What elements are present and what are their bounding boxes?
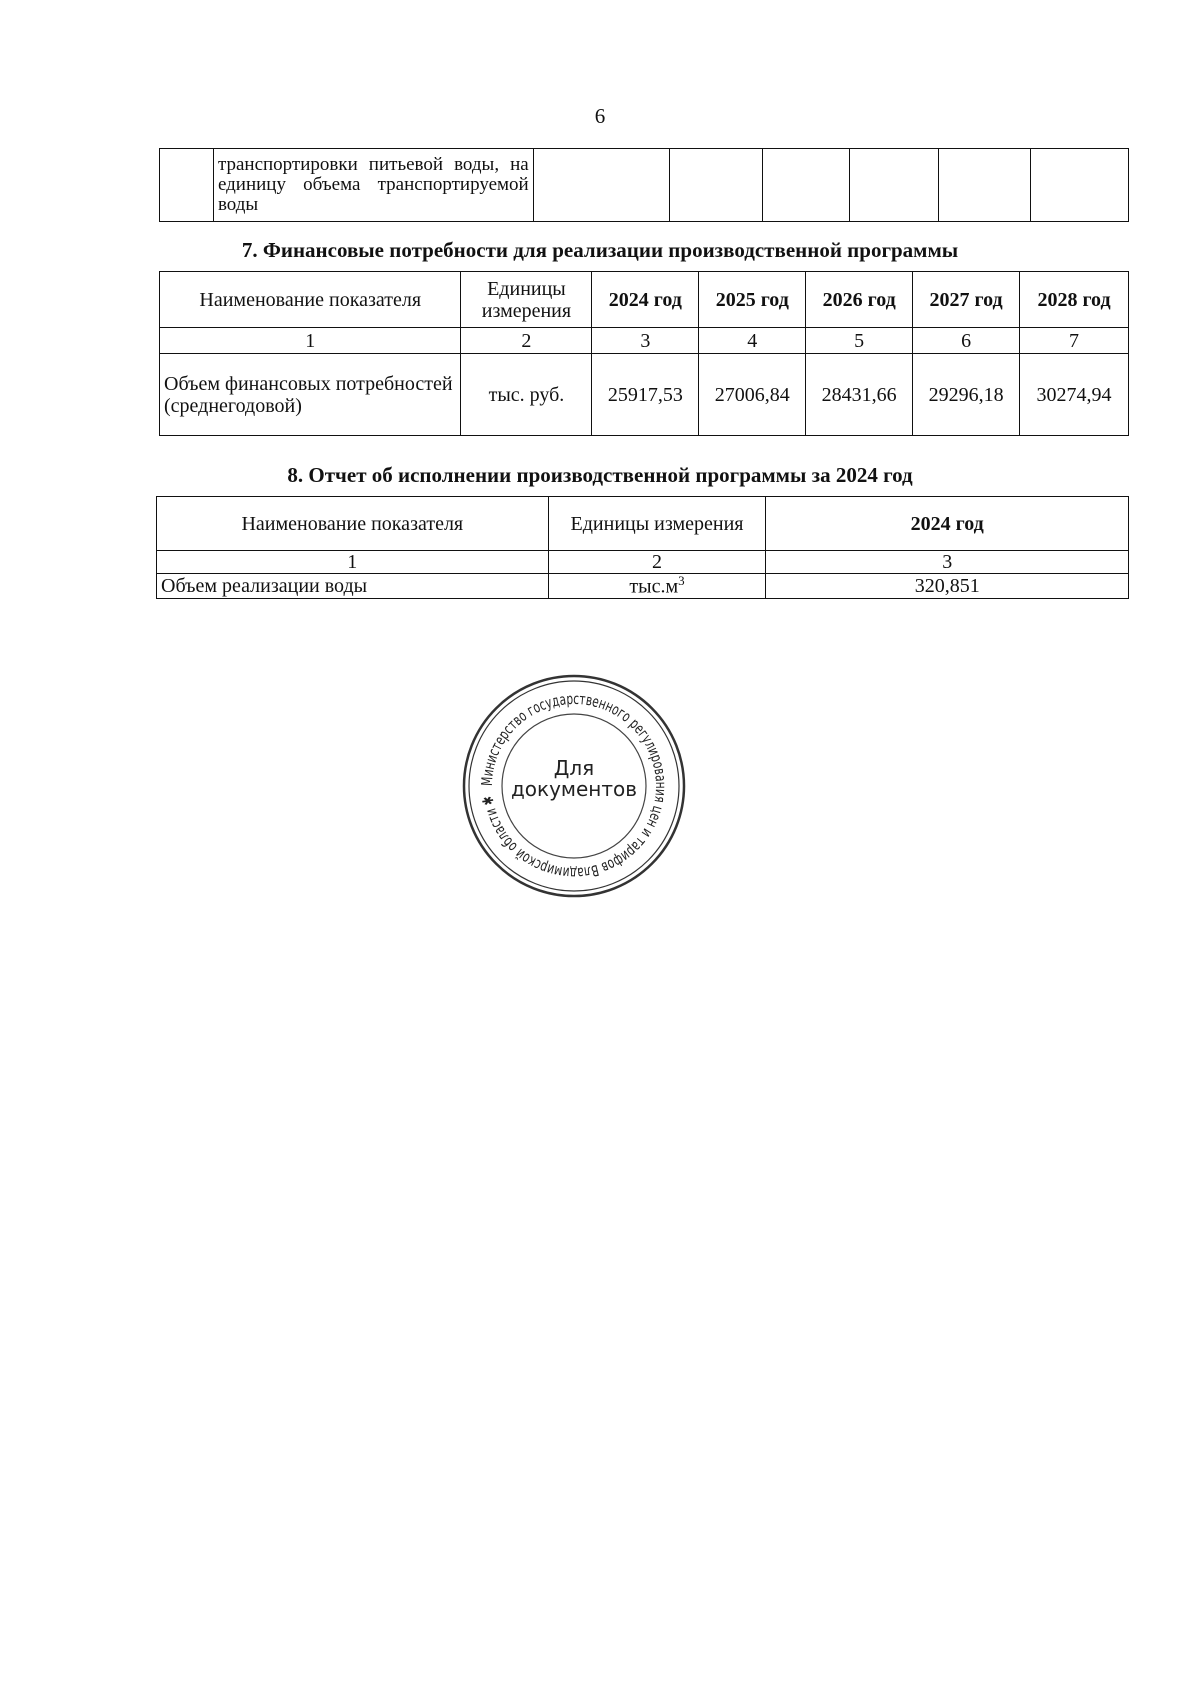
column-number: 3 [766, 551, 1129, 574]
unit-superscript: 3 [678, 573, 685, 588]
empty-cell [763, 149, 850, 222]
column-number: 1 [160, 328, 461, 354]
header-indicator-name: Наименование показателя [160, 272, 461, 328]
row-value: 28431,66 [806, 354, 913, 436]
row-value: 29296,18 [913, 354, 1020, 436]
column-number: 3 [592, 328, 699, 354]
row-indicator-name: Объем реализации воды [157, 574, 549, 599]
column-number: 6 [913, 328, 1020, 354]
unit-text: тыс.м [629, 575, 679, 598]
section-7-title: 7. Финансовые потребности для реализации производственной программы [241, 238, 959, 262]
row-indicator-name: Объем финансовых потребностей (среднегодовой) [160, 354, 461, 436]
row-unit [548, 574, 766, 599]
empty-cell [939, 149, 1031, 222]
header-year: 2026 год [806, 272, 913, 328]
column-number: 7 [1020, 328, 1129, 354]
stamp-inner-line: документов [510, 777, 638, 801]
header-unit: Единицы измерения [461, 272, 592, 328]
header-year: 2028 год [1020, 272, 1129, 328]
stamp-inner-line: Для [553, 756, 595, 780]
column-number: 4 [699, 328, 806, 354]
header-unit: Единицы измерения [548, 497, 766, 551]
column-number: 1 [157, 551, 549, 574]
financial-needs-table [159, 271, 1129, 436]
empty-cell [533, 149, 669, 222]
empty-cell [669, 149, 763, 222]
row-unit: тыс. руб. [461, 354, 592, 436]
page-number: 6 [594, 104, 606, 128]
header-year: 2024 год [766, 497, 1129, 551]
fragment-text: транспортировки питьевой воды, на единицу объема транспортируемой воды [213, 149, 533, 222]
header-year: 2027 год [913, 272, 1020, 328]
header-year: 2024 год [592, 272, 699, 328]
section-8-title: 8. Отчет об исполнении производственной программы за 2024 год [287, 463, 913, 487]
continued-table-fragment [159, 148, 1129, 222]
column-number: 2 [461, 328, 592, 354]
header-indicator-name: Наименование показателя [157, 497, 549, 551]
row-value: 30274,94 [1020, 354, 1129, 436]
empty-cell [850, 149, 939, 222]
program-report-table [156, 496, 1129, 599]
empty-cell [160, 149, 214, 222]
column-number: 2 [548, 551, 766, 574]
official-stamp [458, 670, 690, 902]
row-value: 25917,53 [592, 354, 699, 436]
header-year: 2025 год [699, 272, 806, 328]
row-value: 320,851 [766, 574, 1129, 599]
stamp-ring-text: Министерство государственного регулирования цен и тарифов Владимирской области ✱ [477, 689, 671, 883]
row-value: 27006,84 [699, 354, 806, 436]
stamp-inner-text [458, 758, 690, 800]
empty-cell [1031, 149, 1129, 222]
column-number: 5 [806, 328, 913, 354]
